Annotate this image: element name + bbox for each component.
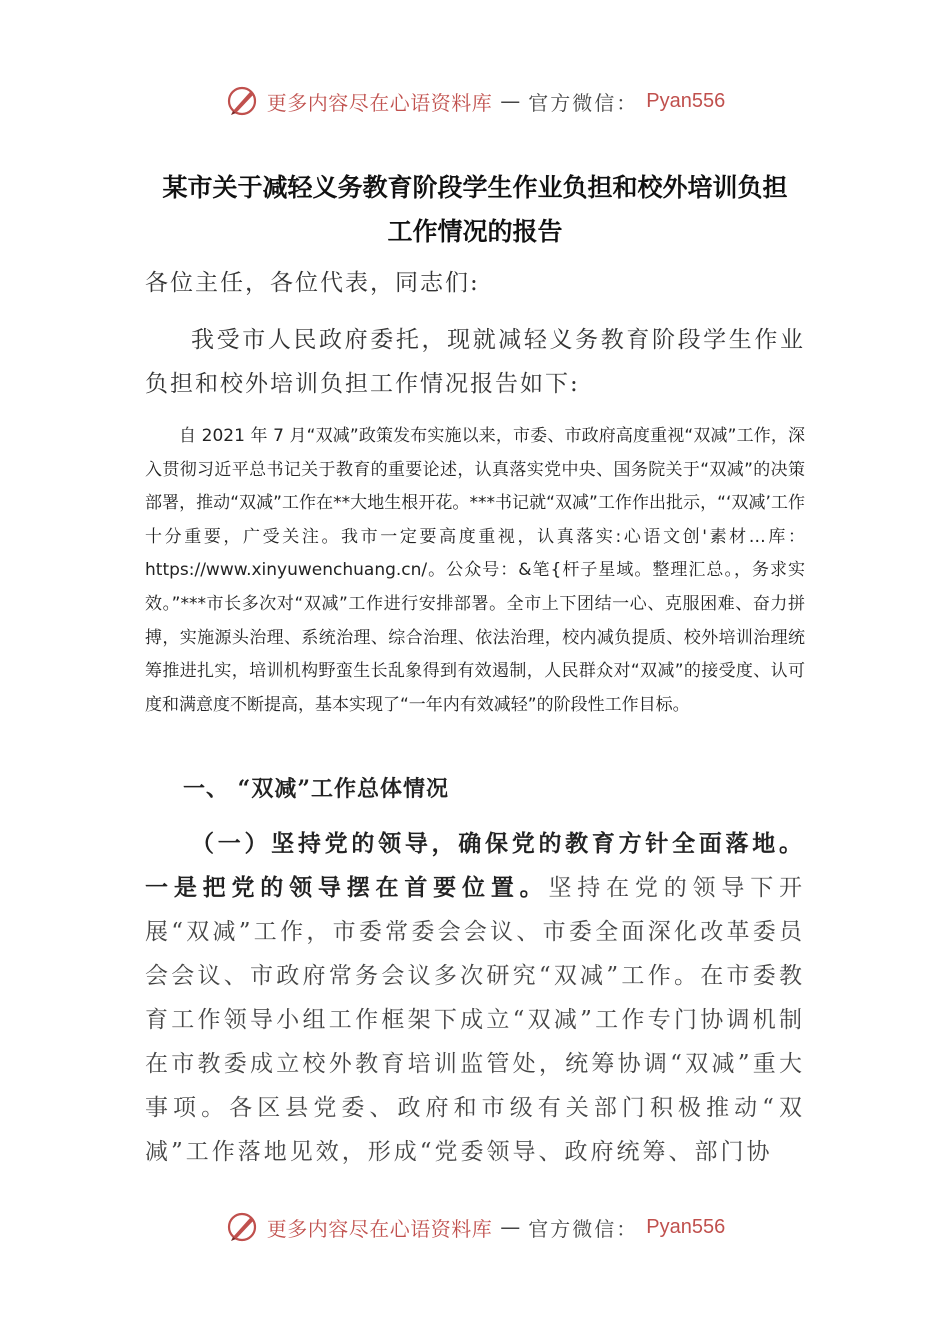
pen-logo-icon [225,84,259,118]
watermark-wechat-label: 官方微信： [528,90,639,115]
subsection-paragraph-1 [145,822,805,1174]
watermark-site-text: 更多内容尽在心语资料库 [266,1216,493,1241]
watermark-separator: — [500,1215,521,1239]
subsection-bold-lead: （一）坚持党的领导，确保党的教育方针全面落地。一是把党的领导摆在首要位置。 [145,830,805,901]
watermark-header [0,84,950,118]
body-paragraph: 自 2021 年 7 月“双减”政策发布实施以来，市委、市政府高度重视“双减”工作，深入贯彻习近平总书记关于教育的重要论述，认真落实党中央、国务院关于“双减”的决策部署，推动“双减”工作在**大地生根开花。***书记就“双减”工作作出批示，“‘双减’工作十分重要，广受关注。我市一定要高度重视，认真落实:心语文创'素材…库：https://www.xinyuwenchuang.cn/。公众号：&笔{杆子星域。整理汇总。，务求实效。”***市长多次对“双减”工作进行安排部署。全市上下团结一心、克服困难、奋力拼搏，实施源头治理、系统治理、综合治理、依法治理，校内减负提质、校外培训治理统筹推进扎实，培训机构野蛮生长乱象得到有效遏制，人民群众对“双减”的接受度、认可度和满意度不断提高，基本实现了“一年内有效减轻”的阶段性工作目标。 [145,426,805,715]
watermark-wechat-id: Pyan556 [646,1215,726,1238]
watermark-site-text: 更多内容尽在心语资料库 [266,90,493,115]
watermark-wechat-label: 官方微信： [528,1216,639,1241]
section-heading-1: 一、 “双减”工作总体情况 [183,776,449,802]
salutation: 各位主任，各位代表，同志们: [145,270,480,296]
subsection-text: 坚持在党的领导下开展“双减”工作，市委常委会会议、市委全面深化改革委员会会议、市政府常务会议多次研究“双减”工作。在市委教育工作领导小组工作框架下成立“双减”工作专门协调机制在市教委成立校外教育培训监管处，统筹协调“双减”重大事项。各区县党委、政府和市级有关部门积极推动“双减”工作落地见效，形成“党委领导、政府统筹、部门协 [145,875,806,1165]
intro-paragraph: 我受市人民政府委托，现就减轻义务教育阶段学生作业负担和校外培训负担工作情况报告如下: [145,327,805,397]
document-title [140,166,810,254]
title-line-2: 工作情况的报告 [387,217,563,246]
watermark-separator: — [500,89,521,113]
watermark-footer [0,1210,950,1244]
title-line-1: 某市关于减轻义务教育阶段学生作业负担和校外培训负担 [162,173,788,202]
watermark-wechat-id: Pyan556 [646,89,726,112]
pen-logo-icon [225,1210,259,1244]
